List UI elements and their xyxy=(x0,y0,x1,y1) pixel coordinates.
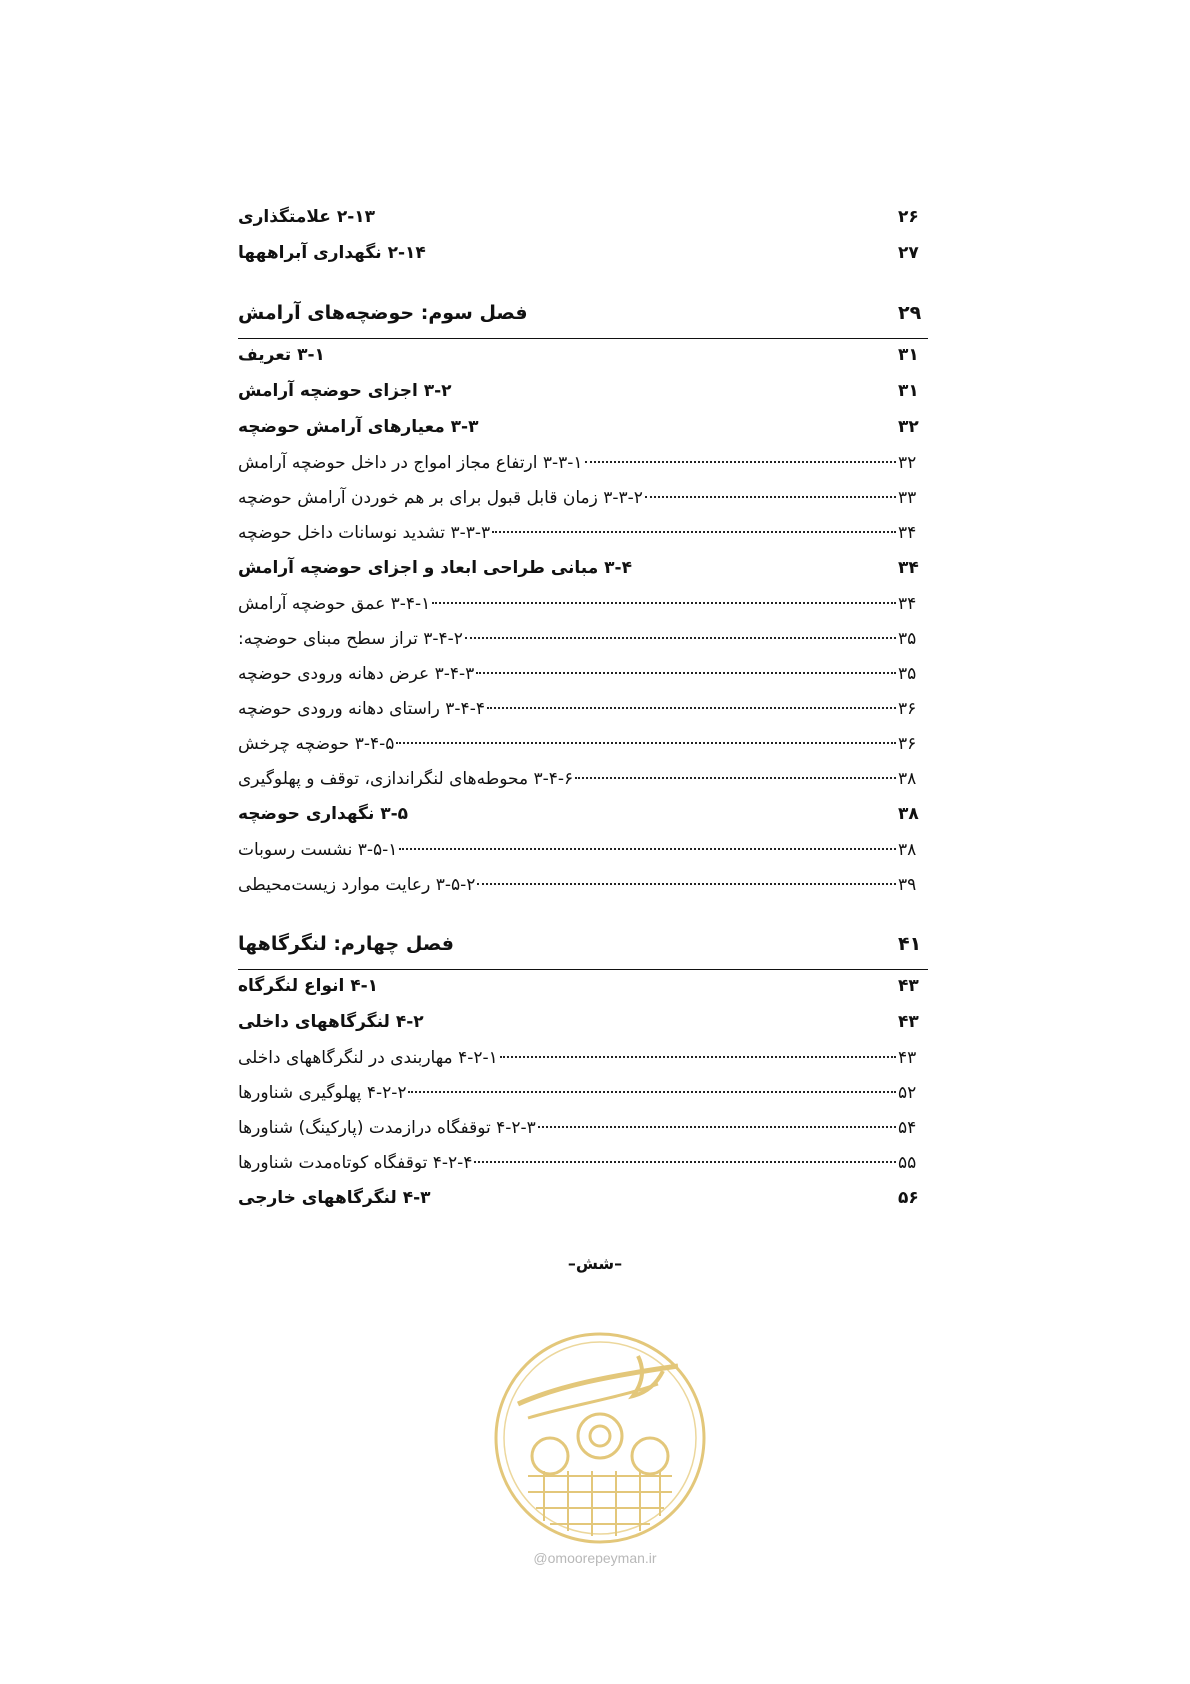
dot-leader xyxy=(575,777,896,779)
toc-entry-title: ۳-۵ نگهداری حوضچه xyxy=(238,804,409,824)
toc-subsection-row xyxy=(238,594,928,629)
toc-entry-title: ۳-۲ اجزای حوضچه آرامش xyxy=(238,381,452,401)
toc-page-number: ۲۶ xyxy=(898,207,919,227)
toc-subsection-row xyxy=(238,1153,928,1188)
toc-entry-title: ۳-۳-۲ زمان قابل قبول برای بر هم خوردن آرامش حوضچه xyxy=(238,488,643,508)
toc-subsection-row xyxy=(238,453,928,488)
toc-entry-title: ۴-۲ لنگرگاههای داخلی xyxy=(238,1012,424,1032)
toc-subsection-row xyxy=(238,734,928,769)
toc-subsection-row xyxy=(238,840,928,875)
toc-subsection-row xyxy=(238,1083,928,1118)
dot-leader xyxy=(487,707,896,709)
toc-entry-title: ۴-۲-۳ توقفگاه درازمدت (پارکینگ) شناورها xyxy=(238,1118,536,1138)
toc-entry-title: ۴-۲-۲ پهلوگیری شناورها xyxy=(238,1083,407,1103)
toc-subsection-row xyxy=(238,699,928,734)
toc-entry-title: ۲-۱۴ نگهداری آبراههها xyxy=(238,243,426,263)
dot-leader xyxy=(492,531,896,533)
toc-section-row xyxy=(238,1012,928,1048)
table-of-contents xyxy=(238,207,928,1224)
toc-page-number: ۳۹ xyxy=(898,875,917,895)
dot-leader xyxy=(538,1126,896,1128)
toc-section-row xyxy=(238,345,928,381)
toc-section-row xyxy=(238,804,928,840)
toc-entry-title: ۳-۳-۱ ارتفاع مجاز امواج در داخل حوضچه آرامش xyxy=(238,453,583,473)
dot-leader xyxy=(399,848,896,850)
dot-leader xyxy=(432,602,896,604)
toc-section-row xyxy=(238,1188,928,1224)
toc-page-number: ۳۴ xyxy=(898,594,917,614)
toc-entry-title: ۳-۴-۶ محوطه‌های لنگراندازی، توقف و پهلوگیری xyxy=(238,769,574,789)
toc-entry-title: ۳-۴-۴ راستای دهانه ورودی حوضچه xyxy=(238,699,485,719)
toc-subsection-row xyxy=(238,488,928,523)
toc-entry-title: ۳-۱ تعریف xyxy=(238,345,325,365)
toc-subsection-row xyxy=(238,1118,928,1153)
toc-page-number: ۳۳ xyxy=(898,488,917,508)
toc-page-number: ۳۲ xyxy=(898,453,917,473)
toc-page-number: ۳۸ xyxy=(898,804,919,824)
watermark-stamp-logo xyxy=(488,1326,712,1550)
toc-entry-title: ۴-۳ لنگرگاههای خارجی xyxy=(238,1188,431,1208)
toc-entry-title: ۴-۲-۱ مهاربندی در لنگرگاههای داخلی xyxy=(238,1048,498,1068)
toc-page-number: ۲۹ xyxy=(898,301,922,324)
toc-subsection-row xyxy=(238,523,928,558)
toc-page-number: ۴۱ xyxy=(898,932,922,955)
toc-entry-title: ۳-۴ مبانی طراحی ابعاد و اجزای حوضچه آرامش xyxy=(238,558,632,578)
dot-leader xyxy=(396,742,896,744)
dot-leader xyxy=(465,637,896,639)
toc-subsection-row xyxy=(238,664,928,699)
toc-page-number: ۳۵ xyxy=(898,664,917,684)
toc-section-row xyxy=(238,381,928,417)
toc-entry-title: فصل سوم: حوضچه‌های آرامش xyxy=(238,301,528,324)
toc-page-number: ۲۷ xyxy=(898,243,919,263)
toc-page-number: ۴۳ xyxy=(898,976,919,996)
dot-leader xyxy=(477,883,896,885)
watermark-url: @omoorepeyman.ir xyxy=(533,1550,657,1566)
toc-page-number: ۳۶ xyxy=(898,734,917,754)
toc-section-row xyxy=(238,243,928,279)
dot-leader xyxy=(408,1091,896,1093)
toc-page-number: ۳۱ xyxy=(898,381,919,401)
toc-entry-title: ۴-۲-۴ توقفگاه کوتاه‌مدت شناورها xyxy=(238,1153,473,1173)
toc-page-number: ۳۱ xyxy=(898,345,919,365)
toc-chapter-row xyxy=(238,287,928,339)
toc-section-row xyxy=(238,558,928,594)
toc-page-number: ۵۲ xyxy=(898,1083,917,1103)
toc-entry-title: ۳-۵-۲ رعایت موارد زیست‌محیطی xyxy=(238,875,476,895)
toc-section-row xyxy=(238,417,928,453)
toc-page-number: ۵۶ xyxy=(898,1188,919,1208)
toc-section-row xyxy=(238,976,928,1012)
dot-leader xyxy=(476,672,896,674)
toc-entry-title: ۳-۴-۲ تراز سطح مبنای حوضچه: xyxy=(238,629,463,649)
toc-page-number: ۳۵ xyxy=(898,629,917,649)
toc-subsection-row xyxy=(238,875,928,910)
toc-page-number: ۳۴ xyxy=(898,523,917,543)
dot-leader xyxy=(474,1161,896,1163)
toc-entry-title: ۳-۳-۳ تشدید نوسانات داخل حوضچه xyxy=(238,523,491,543)
toc-chapter-row xyxy=(238,918,928,970)
toc-entry-title: ۳-۴-۳ عرض دهانه ورودی حوضچه xyxy=(238,664,475,684)
toc-entry-title: ۲-۱۳ علامتگذاری xyxy=(238,207,375,227)
dot-leader xyxy=(645,496,896,498)
dot-leader xyxy=(585,461,896,463)
toc-subsection-row xyxy=(238,629,928,664)
toc-entry-title: ۴-۱ انواع لنگرگاه xyxy=(238,976,379,996)
toc-section-row xyxy=(238,207,928,243)
toc-entry-title: ۳-۴-۵ حوضچه چرخش xyxy=(238,734,395,754)
toc-page-number: ۵۵ xyxy=(898,1153,917,1173)
toc-page-number: ۴۳ xyxy=(898,1012,919,1032)
dot-leader xyxy=(500,1056,896,1058)
toc-page-number: ۳۲ xyxy=(898,417,919,437)
toc-subsection-row xyxy=(238,1048,928,1083)
page-number-footer: –شش– xyxy=(567,1254,623,1273)
toc-page-number: ۳۴ xyxy=(898,558,919,578)
toc-page-number: ۳۸ xyxy=(898,769,917,789)
toc-entry-title: فصل چهارم: لنگرگاهها xyxy=(238,932,454,955)
toc-page-number: ۵۴ xyxy=(898,1118,917,1138)
toc-entry-title: ۳-۵-۱ نشست رسوبات xyxy=(238,840,398,860)
toc-entry-title: ۳-۳ معیارهای آرامش حوضچه xyxy=(238,417,479,437)
toc-entry-title: ۳-۴-۱ عمق حوضچه آرامش xyxy=(238,594,431,614)
toc-page-number: ۳۸ xyxy=(898,840,917,860)
toc-page-number: ۴۳ xyxy=(898,1048,917,1068)
toc-subsection-row xyxy=(238,769,928,804)
toc-page-number: ۳۶ xyxy=(898,699,917,719)
